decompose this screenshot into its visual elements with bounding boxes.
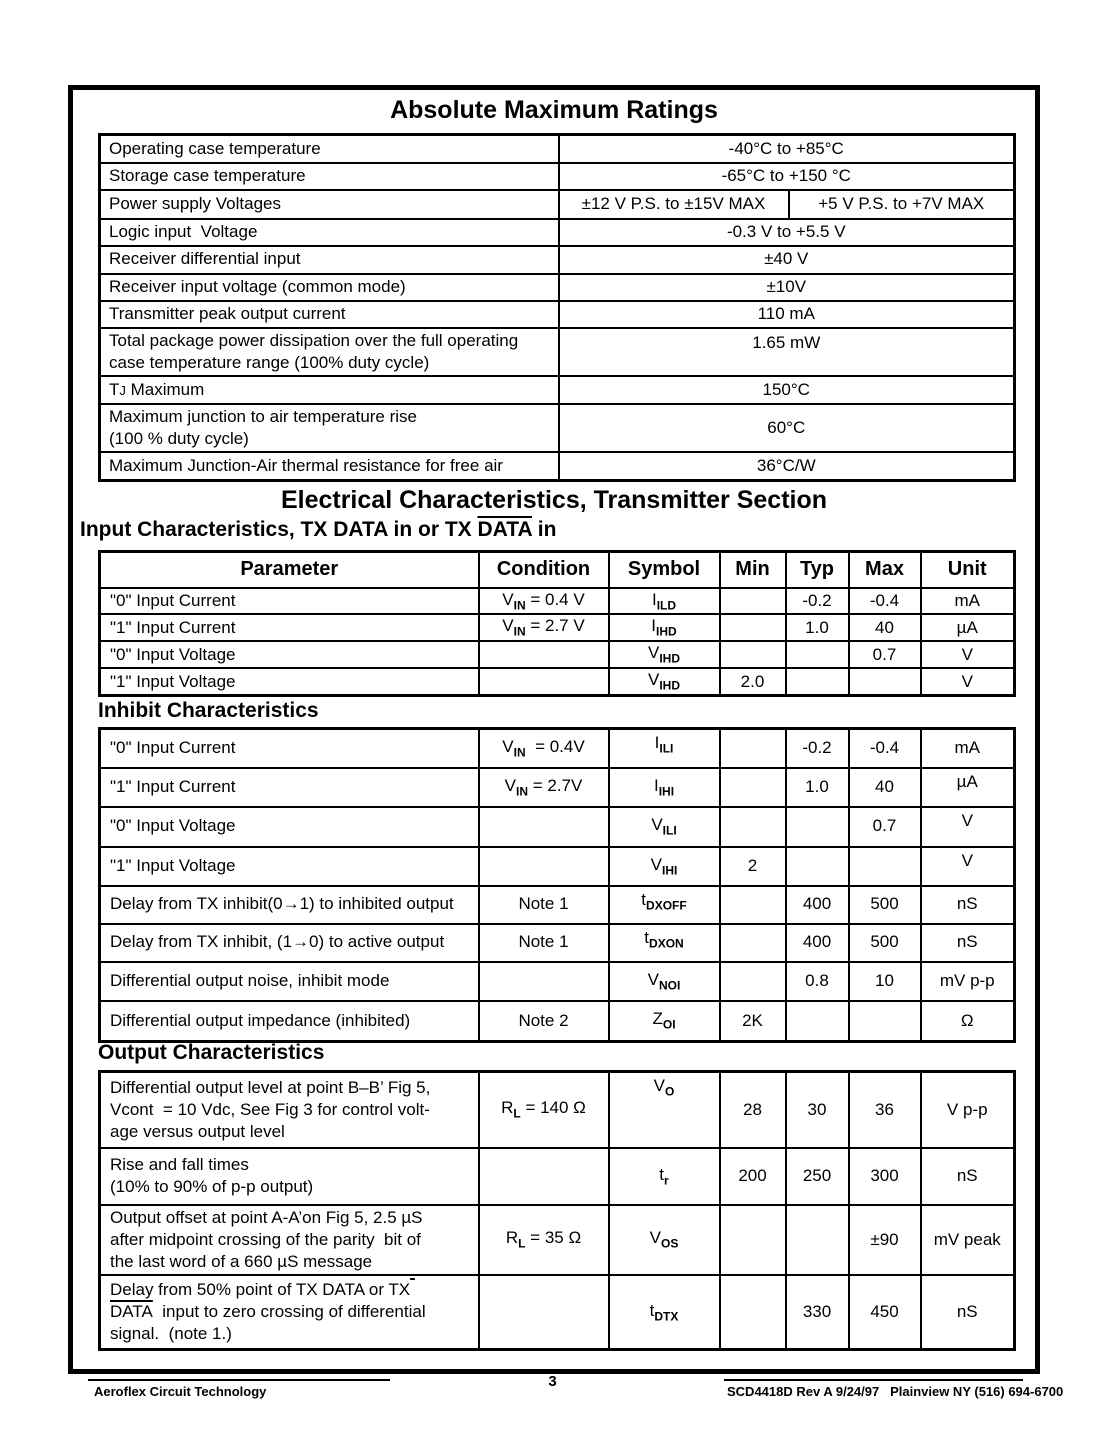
cell-max <box>849 668 921 695</box>
rating-label: Total package power dissipation over the full operating case temperature range (100% duty cycle) <box>100 328 559 376</box>
cell-typ: 1.0 <box>786 768 849 807</box>
cell-parameter: "1" Input Current <box>100 768 479 807</box>
table-row <box>100 376 1015 404</box>
cell-max: 40 <box>849 768 921 807</box>
rating-value: -0.3 V to +5.5 V <box>559 219 1015 246</box>
cell-parameter: Differential output impedance (inhibited) <box>100 1001 479 1042</box>
overlined-data-text: DATA <box>477 518 532 541</box>
rating-label: Power supply Voltages <box>100 190 559 219</box>
heading-text: Input Characteristics, TX DATA in or TX <box>80 518 478 541</box>
table-row <box>100 1072 1015 1148</box>
cell-min <box>720 614 786 641</box>
rating-value: 60°C <box>559 404 1015 452</box>
cell-symbol: $I_{ILI}$ <box>609 729 720 768</box>
cell-symbol: $I_{IHI}$ <box>609 768 720 807</box>
cell-typ <box>786 1205 849 1275</box>
cell-unit: mV p-p <box>921 962 1015 1001</box>
rating-label: Maximum junction to air temperature rise (100 % duty cycle) <box>100 404 559 452</box>
cell-condition <box>479 1148 609 1205</box>
rating-label: TJ Maximum <box>100 376 559 404</box>
cell-parameter: Delay from 50% point of TX DATA or TX DATA input to zero crossing of differential signal. (note 1.) <box>100 1275 479 1350</box>
table-row <box>100 452 1015 481</box>
output-characteristics-heading: Output Characteristics <box>98 1041 325 1064</box>
rating-label: Operating case temperature <box>100 135 559 163</box>
cell-condition: $R_L = 140$ Ω <box>479 1072 609 1148</box>
cell-max: 40 <box>849 614 921 641</box>
header-row <box>100 552 1015 588</box>
cell-typ: 30 <box>786 1072 849 1148</box>
rating-label: Storage case temperature <box>100 163 559 190</box>
cell-condition: $V_{IN} = 0.4$ V <box>479 588 609 615</box>
cell-min <box>720 588 786 615</box>
cell-max <box>849 847 921 886</box>
cell-max: 450 <box>849 1275 921 1350</box>
datasheet-page <box>68 85 1040 1374</box>
cell-max: 500 <box>849 924 921 962</box>
rating-value: 36°C/W <box>559 452 1015 481</box>
cell-condition <box>479 668 609 695</box>
cell-unit: µA <box>921 614 1015 641</box>
table-row <box>100 328 1015 376</box>
cell-max: 10 <box>849 962 921 1001</box>
inhibit-characteristics-heading: Inhibit Characteristics <box>98 699 319 722</box>
cell-min <box>720 924 786 962</box>
cell-condition <box>479 641 609 668</box>
table-row <box>100 962 1015 1001</box>
table-row <box>100 924 1015 962</box>
cell-min <box>720 807 786 847</box>
rating-label: Receiver differential input <box>100 246 559 274</box>
cell-condition <box>479 962 609 1001</box>
input-characteristics-heading <box>80 518 556 542</box>
cell-min <box>720 1275 786 1350</box>
cell-parameter: "0" Input Voltage <box>100 641 479 668</box>
cell-typ: 400 <box>786 886 849 924</box>
cell-unit: Ω <box>921 1001 1015 1042</box>
cell-symbol: $t_r$ <box>609 1148 720 1205</box>
cell-symbol: $Z_{OI}$ <box>609 1001 720 1042</box>
table-row <box>100 190 1015 219</box>
cell-min: 200 <box>720 1148 786 1205</box>
cell-min <box>720 886 786 924</box>
table-row <box>100 847 1015 886</box>
rating-value: +5 V P.S. to +7V MAX <box>789 190 1015 219</box>
cell-parameter: "0" Input Current <box>100 729 479 768</box>
cell-parameter: Rise and fall times (10% to 90% of p-p output) <box>100 1148 479 1205</box>
cell-typ: 400 <box>786 924 849 962</box>
table-row <box>100 1275 1015 1350</box>
cell-typ <box>786 847 849 886</box>
rating-value: ±12 V P.S. to ±15V MAX <box>559 190 789 219</box>
cell-typ: -0.2 <box>786 588 849 615</box>
cell-max: 0.7 <box>849 641 921 668</box>
cell-unit: V <box>921 641 1015 668</box>
inhibit-characteristics-table <box>98 727 1016 1043</box>
cell-parameter: "0" Input Current <box>100 588 479 615</box>
cell-parameter: Differential output level at point B–B’ Fig 5, Vcont = 10 Vdc, See Fig 3 for control volt- age versus output level <box>100 1072 479 1148</box>
cell-unit: nS <box>921 924 1015 962</box>
cell-parameter: Delay from TX inhibit(0→1) to inhibited output <box>100 886 479 924</box>
column-header: Parameter <box>100 552 479 588</box>
cell-unit: V <box>921 807 1015 847</box>
electrical-characteristics-section-title: Electrical Characteristics, Transmitter Section <box>280 486 828 514</box>
cell-min <box>720 768 786 807</box>
rating-label: Transmitter peak output current <box>100 301 559 328</box>
cell-symbol: $t_{DXOFF}$ <box>609 886 720 924</box>
table-row <box>100 274 1015 301</box>
cell-max: 500 <box>849 886 921 924</box>
output-characteristics-table <box>98 1070 1016 1351</box>
table-row <box>100 588 1015 615</box>
rating-value: 150°C <box>559 376 1015 404</box>
cell-typ <box>786 1001 849 1042</box>
table-row <box>100 729 1015 768</box>
cell-max <box>849 1001 921 1042</box>
cell-symbol: $V_O$ <box>609 1072 720 1148</box>
cell-symbol: $t_{DTX}$ <box>609 1275 720 1350</box>
cell-unit: mA <box>921 588 1015 615</box>
table-row <box>100 641 1015 668</box>
rating-value: 110 mA <box>559 301 1015 328</box>
footer-doc-text: SCD4418D Rev A 9/24/97 Plainview NY (516) 694-6700 <box>727 1384 1064 1399</box>
cell-symbol: $V_{IHD}$ <box>609 641 720 668</box>
page-number: 3 <box>548 1373 557 1390</box>
cell-condition: $V_{IN} = 0.4V$ <box>479 729 609 768</box>
column-header: Condition <box>479 552 609 588</box>
cell-min <box>720 729 786 768</box>
footer-doc-info <box>724 1379 1064 1399</box>
table-row <box>100 246 1015 274</box>
cell-parameter: "1" Input Voltage <box>100 668 479 695</box>
table-row <box>100 668 1015 695</box>
cell-min <box>720 641 786 668</box>
cell-typ <box>786 807 849 847</box>
cell-unit: nS <box>921 1275 1015 1350</box>
table-row <box>100 1205 1015 1275</box>
cell-typ: -0.2 <box>786 729 849 768</box>
column-header: Unit <box>921 552 1015 588</box>
cell-symbol: $I_{ILD}$ <box>609 588 720 615</box>
table-row <box>100 404 1015 452</box>
cell-parameter: Output offset at point A-A’on Fig 5, 2.5 µS after midpoint crossing of the parity bit of the last word of a 660 µS message <box>100 1205 479 1275</box>
cell-symbol: $I_{IHD}$ <box>609 614 720 641</box>
cell-max: 0.7 <box>849 807 921 847</box>
rating-value: -40°C to +85°C <box>559 135 1015 163</box>
cell-unit: V p-p <box>921 1072 1015 1148</box>
cell-unit: nS <box>921 886 1015 924</box>
cell-symbol: $V_{NOI}$ <box>609 962 720 1001</box>
cell-typ: 1.0 <box>786 614 849 641</box>
rating-value: ±10V <box>559 274 1015 301</box>
cell-max: 300 <box>849 1148 921 1205</box>
footer-company-text: Aeroflex Circuit Technology <box>94 1384 267 1399</box>
cell-min: 2.0 <box>720 668 786 695</box>
table-row <box>100 301 1015 328</box>
cell-min <box>720 1205 786 1275</box>
cell-typ: 0.8 <box>786 962 849 1001</box>
cell-min: 2K <box>720 1001 786 1042</box>
table-row <box>100 163 1015 190</box>
cell-unit: mA <box>921 729 1015 768</box>
cell-typ <box>786 668 849 695</box>
rating-label: Receiver input voltage (common mode) <box>100 274 559 301</box>
cell-condition: $V_{IN} = 2.7$ V <box>479 614 609 641</box>
rating-value: ±40 V <box>559 246 1015 274</box>
rating-label: Logic input Voltage <box>100 219 559 246</box>
column-header: Max <box>849 552 921 588</box>
cell-symbol: $V_{IHD}$ <box>609 668 720 695</box>
rating-label: Maximum Junction-Air thermal resistance for free air <box>100 452 559 481</box>
table-row <box>100 219 1015 246</box>
rating-value: -65°C to +150 °C <box>559 163 1015 190</box>
cell-min: 2 <box>720 847 786 886</box>
table-row <box>100 807 1015 847</box>
table-row <box>100 1148 1015 1205</box>
rating-value: 1.65 mW <box>559 328 1015 376</box>
cell-unit: µA <box>921 768 1015 807</box>
cell-symbol: $V_{ILI}$ <box>609 807 720 847</box>
cell-max: 36 <box>849 1072 921 1148</box>
cell-parameter: "1" Input Voltage <box>100 847 479 886</box>
cell-max: -0.4 <box>849 729 921 768</box>
cell-symbol: $V_{IHI}$ <box>609 847 720 886</box>
cell-unit: nS <box>921 1148 1015 1205</box>
table-row <box>100 135 1015 163</box>
cell-unit: V <box>921 847 1015 886</box>
cell-condition <box>479 807 609 847</box>
table-row <box>100 886 1015 924</box>
input-characteristics-table <box>98 550 1016 697</box>
cell-symbol: $t_{DXON}$ <box>609 924 720 962</box>
cell-parameter: Delay from TX inhibit, (1→0) to active output <box>100 924 479 962</box>
cell-symbol: $V_{OS}$ <box>609 1205 720 1275</box>
table-row <box>100 768 1015 807</box>
cell-typ: 250 <box>786 1148 849 1205</box>
cell-max: ±90 <box>849 1205 921 1275</box>
cell-condition: $V_{IN} = 2.7V$ <box>479 768 609 807</box>
cell-condition: Note 2 <box>479 1001 609 1042</box>
heading-text: in <box>531 518 557 541</box>
absolute-maximum-ratings-table <box>98 133 1016 482</box>
cell-typ <box>786 641 849 668</box>
absolute-maximum-ratings-title: Absolute Maximum Ratings <box>390 96 718 124</box>
cell-parameter: "0" Input Voltage <box>100 807 479 847</box>
cell-typ: 330 <box>786 1275 849 1350</box>
table-row <box>100 1001 1015 1042</box>
cell-max: -0.4 <box>849 588 921 615</box>
column-header: Min <box>720 552 786 588</box>
table-row <box>100 614 1015 641</box>
cell-unit: mV peak <box>921 1205 1015 1275</box>
cell-condition: $R_L = 35$ Ω <box>479 1205 609 1275</box>
cell-min: 28 <box>720 1072 786 1148</box>
cell-unit: V <box>921 668 1015 695</box>
column-header: Symbol <box>609 552 720 588</box>
cell-min <box>720 962 786 1001</box>
cell-parameter: "1" Input Current <box>100 614 479 641</box>
column-header: Typ <box>786 552 849 588</box>
cell-condition: Note 1 <box>479 924 609 962</box>
cell-condition: Note 1 <box>479 886 609 924</box>
cell-condition <box>479 847 609 886</box>
cell-parameter: Differential output noise, inhibit mode <box>100 962 479 1001</box>
cell-condition <box>479 1275 609 1350</box>
